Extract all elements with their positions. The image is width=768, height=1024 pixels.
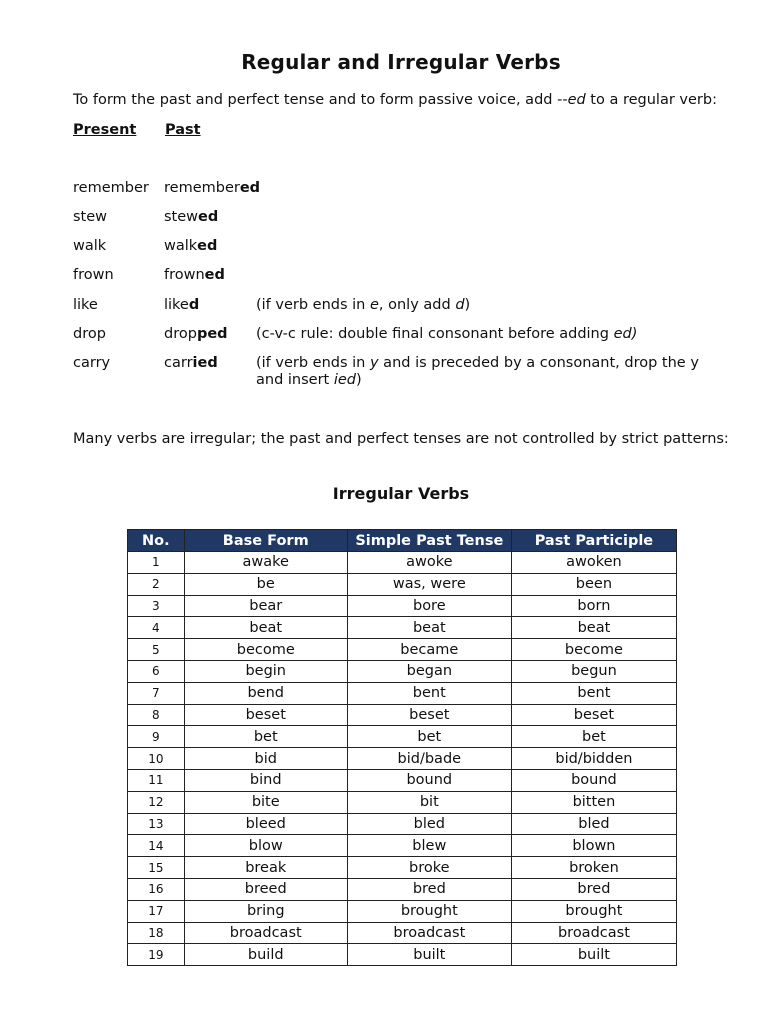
note-text: ) xyxy=(356,372,362,388)
cell-base-form: bend xyxy=(184,682,347,704)
table-row xyxy=(128,552,677,574)
table-row xyxy=(128,573,677,595)
cell-base-form: bleed xyxy=(184,813,347,835)
cell-base-form: blow xyxy=(184,835,347,857)
table-row xyxy=(128,791,677,813)
cell-no: 19 xyxy=(128,944,185,966)
table-row xyxy=(128,944,677,966)
cell-no: 9 xyxy=(128,726,185,748)
present-header: Present xyxy=(73,122,137,138)
cell-no: 16 xyxy=(128,878,185,900)
present-form: drop xyxy=(73,326,106,342)
past-ending: ied xyxy=(192,355,218,371)
cell-no: 11 xyxy=(128,769,185,791)
cell-simple-past: broadcast xyxy=(347,922,511,944)
table-row xyxy=(128,617,677,639)
cell-past-participle: bitten xyxy=(511,791,676,813)
present-form: remember xyxy=(73,180,149,196)
note-text: (if verb ends in xyxy=(256,297,370,313)
present-form: walk xyxy=(73,238,107,254)
intro-text: To form the past and perfect tense and to form passive voice, add -- xyxy=(73,92,568,108)
past-form xyxy=(164,238,217,254)
cell-simple-past: bound xyxy=(347,769,511,791)
cell-base-form: bite xyxy=(184,791,347,813)
rule-note xyxy=(256,297,724,314)
table-row xyxy=(128,900,677,922)
past-form xyxy=(164,267,225,283)
cell-base-form: be xyxy=(184,573,347,595)
cell-simple-past: bent xyxy=(347,682,511,704)
past-stem: drop xyxy=(164,326,197,342)
cell-no: 2 xyxy=(128,573,185,595)
past-ending: ed xyxy=(239,180,261,196)
cell-simple-past: became xyxy=(347,639,511,661)
cell-no: 15 xyxy=(128,857,185,879)
cell-no: 4 xyxy=(128,617,185,639)
intro-paragraph xyxy=(73,92,733,108)
table-header-row xyxy=(128,530,677,552)
page-title: Regular and Irregular Verbs xyxy=(241,50,561,74)
table-row xyxy=(128,726,677,748)
cell-past-participle: begun xyxy=(511,660,676,682)
past-form xyxy=(164,297,199,313)
cell-no: 7 xyxy=(128,682,185,704)
note-em: ied xyxy=(333,372,356,388)
cell-base-form: begin xyxy=(184,660,347,682)
cell-base-form: bind xyxy=(184,769,347,791)
cell-base-form: bear xyxy=(184,595,347,617)
cell-simple-past: blew xyxy=(347,835,511,857)
cell-no: 6 xyxy=(128,660,185,682)
cell-no: 3 xyxy=(128,595,185,617)
cell-base-form: bring xyxy=(184,900,347,922)
cell-base-form: break xyxy=(184,857,347,879)
cell-simple-past: awoke xyxy=(347,552,511,574)
note-text: , only add xyxy=(378,297,456,313)
cell-past-participle: born xyxy=(511,595,676,617)
cell-past-participle: brought xyxy=(511,900,676,922)
column-header-simple-past: Simple Past Tense xyxy=(347,530,511,552)
table-row xyxy=(128,878,677,900)
note-em: d xyxy=(455,297,465,313)
table-row xyxy=(128,835,677,857)
cell-no: 13 xyxy=(128,813,185,835)
cell-simple-past: bore xyxy=(347,595,511,617)
cell-no: 8 xyxy=(128,704,185,726)
past-form xyxy=(164,180,260,196)
cell-past-participle: broadcast xyxy=(511,922,676,944)
present-form: frown xyxy=(73,267,114,283)
intro-ed: ed xyxy=(567,92,586,108)
present-form: stew xyxy=(73,209,108,225)
cell-simple-past: bid/bade xyxy=(347,748,511,770)
cell-past-participle: been xyxy=(511,573,676,595)
cell-base-form: become xyxy=(184,639,347,661)
cell-base-form: bid xyxy=(184,748,347,770)
cell-simple-past: began xyxy=(347,660,511,682)
cell-simple-past: bit xyxy=(347,791,511,813)
cell-past-participle: bent xyxy=(511,682,676,704)
past-ending: ed xyxy=(204,267,225,283)
past-stem: remember xyxy=(164,180,240,196)
rule-note xyxy=(256,326,724,343)
table-body xyxy=(128,552,677,966)
past-form xyxy=(164,326,228,342)
irregular-intro: Many verbs are irregular; the past and perfect tenses are not controlled by strict patterns: xyxy=(73,431,729,447)
cell-simple-past: beat xyxy=(347,617,511,639)
cell-no: 14 xyxy=(128,835,185,857)
cell-past-participle: become xyxy=(511,639,676,661)
past-stem: carr xyxy=(164,355,193,371)
cell-past-participle: awoken xyxy=(511,552,676,574)
past-stem: frown xyxy=(164,267,205,283)
cell-base-form: awake xyxy=(184,552,347,574)
cell-no: 1 xyxy=(128,552,185,574)
present-form: carry xyxy=(73,355,111,371)
cell-base-form: breed xyxy=(184,878,347,900)
cell-past-participle: bet xyxy=(511,726,676,748)
column-header-no: No. xyxy=(128,530,185,552)
past-form xyxy=(164,209,218,225)
table-row xyxy=(128,922,677,944)
intro-text-end: to a regular verb: xyxy=(585,92,717,108)
table-row xyxy=(128,682,677,704)
note-em: y xyxy=(369,355,379,371)
past-ending: ped xyxy=(196,326,228,342)
cell-no: 12 xyxy=(128,791,185,813)
cell-simple-past: was, were xyxy=(347,573,511,595)
cell-past-participle: bred xyxy=(511,878,676,900)
cell-no: 17 xyxy=(128,900,185,922)
cell-simple-past: beset xyxy=(347,704,511,726)
cell-base-form: broadcast xyxy=(184,922,347,944)
cell-past-participle: blown xyxy=(511,835,676,857)
table-row xyxy=(128,857,677,879)
table-row xyxy=(128,704,677,726)
cell-simple-past: bled xyxy=(347,813,511,835)
cell-no: 5 xyxy=(128,639,185,661)
past-stem: stew xyxy=(164,209,199,225)
irregular-verbs-table xyxy=(127,529,677,966)
cell-simple-past: broke xyxy=(347,857,511,879)
cell-base-form: build xyxy=(184,944,347,966)
past-ending: ed xyxy=(197,238,218,254)
cell-past-participle: bled xyxy=(511,813,676,835)
table-row xyxy=(128,595,677,617)
table-row xyxy=(128,813,677,835)
column-header-base: Base Form xyxy=(184,530,347,552)
past-form xyxy=(164,355,218,371)
rule-note xyxy=(256,355,724,389)
cell-base-form: bet xyxy=(184,726,347,748)
table-row xyxy=(128,769,677,791)
past-ending: ed xyxy=(198,209,219,225)
past-stem: like xyxy=(164,297,189,313)
cell-past-participle: beat xyxy=(511,617,676,639)
cell-base-form: beat xyxy=(184,617,347,639)
cell-simple-past: bet xyxy=(347,726,511,748)
cell-past-participle: bid/bidden xyxy=(511,748,676,770)
past-header: Past xyxy=(165,122,201,138)
present-form: like xyxy=(73,297,98,313)
table-row xyxy=(128,660,677,682)
cell-past-participle: broken xyxy=(511,857,676,879)
past-stem: walk xyxy=(164,238,198,254)
note-em: e xyxy=(369,297,379,313)
column-header-past-participle: Past Participle xyxy=(511,530,676,552)
cell-past-participle: beset xyxy=(511,704,676,726)
cell-simple-past: brought xyxy=(347,900,511,922)
cell-no: 18 xyxy=(128,922,185,944)
cell-base-form: beset xyxy=(184,704,347,726)
note-text: (if verb ends in xyxy=(256,355,370,371)
note-text: (c-v-c rule: double final consonant before adding xyxy=(256,326,614,342)
table-row xyxy=(128,748,677,770)
note-em: ed) xyxy=(613,326,638,342)
table-row xyxy=(128,639,677,661)
section-title: Irregular Verbs xyxy=(332,484,470,503)
cell-simple-past: bred xyxy=(347,878,511,900)
cell-no: 10 xyxy=(128,748,185,770)
cell-simple-past: built xyxy=(347,944,511,966)
note-text: and is preceded by a consonant, drop the y and insert xyxy=(256,355,699,388)
note-text: ) xyxy=(464,297,471,313)
past-ending: d xyxy=(188,297,200,313)
cell-past-participle: built xyxy=(511,944,676,966)
cell-past-participle: bound xyxy=(511,769,676,791)
